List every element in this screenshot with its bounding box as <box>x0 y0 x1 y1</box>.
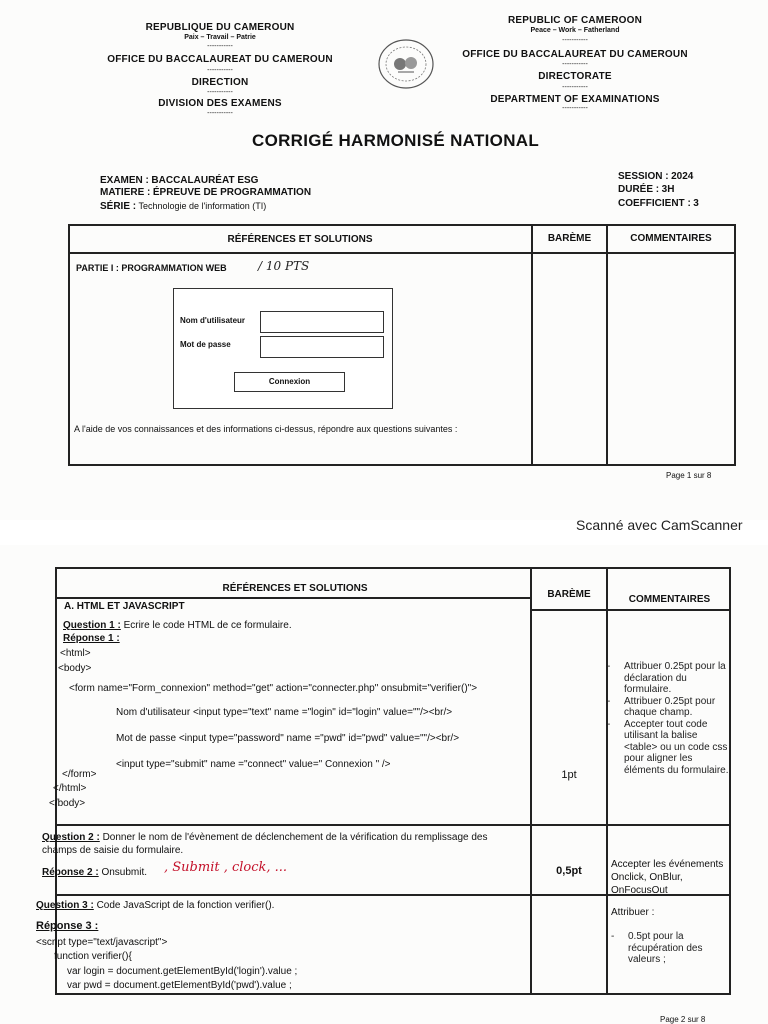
header-right-directorate: DIRECTORATE <box>538 71 612 82</box>
header-left-motto: Paix – Travail – Patrie <box>184 34 256 41</box>
exam-line: EXAMEN : BACCALAURÉAT ESG <box>100 175 259 186</box>
code-line: <input type="submit" name ="connect" value=" Connexion " /> <box>116 759 391 770</box>
code-line: </html> <box>53 783 87 794</box>
header-left-country: REPUBLIQUE DU CAMEROUN <box>145 22 295 33</box>
header-right-country: REPUBLIC OF CAMEROON <box>508 15 642 26</box>
coefficient-line: COEFFICIENT : 3 <box>618 198 699 209</box>
page-number: Page 1 sur 8 <box>666 471 712 480</box>
header-right-division: DEPARTMENT OF EXAMINATIONS <box>490 94 660 105</box>
column-divider <box>531 224 533 466</box>
seal-logo <box>376 38 436 90</box>
separator: ----------- <box>562 105 588 112</box>
camscanner-mark: Scanné avec CamScanner <box>576 517 743 533</box>
column-divider <box>606 567 608 995</box>
column-header-solutions: RÉFÉRENCES ET SOLUTIONS <box>222 583 368 594</box>
separator: ----------- <box>207 110 233 117</box>
separator: ----------- <box>562 84 588 91</box>
username-label: Nom d'utilisateur <box>180 316 246 325</box>
column-header-comments: COMMENTAIRES <box>630 233 712 244</box>
column-header-bareme: BARÈME <box>547 589 591 600</box>
connexion-button: Connexion <box>234 372 345 392</box>
username-input <box>260 311 384 333</box>
question-1: Question 1 : Ecrire le code HTML de ce formulaire. <box>63 620 292 631</box>
code-line: var login = document.getElementById('login').value ; <box>67 966 298 977</box>
q1-points: 1pt <box>561 769 577 781</box>
session-line: SESSION : 2024 <box>618 171 694 182</box>
code-line: var pwd = document.getElementById('pwd').value ; <box>67 980 292 991</box>
code-line: <script type="text/javascript"> <box>36 937 168 948</box>
subject-line: MATIERE : ÉPREUVE DE PROGRAMMATION <box>100 187 312 198</box>
table-header-divider <box>55 597 531 599</box>
comment-item: - 0.5pt pour la récupération des valeurs ; <box>611 931 729 966</box>
page-2 <box>0 545 768 1024</box>
page-number: Page 2 sur 8 <box>660 1015 706 1024</box>
comment-item: - Attribuer 0.25pt pour chaque champ. <box>607 696 731 719</box>
code-line: </form> <box>62 769 97 780</box>
code-line: function verifier(){ <box>54 951 132 962</box>
q1-comments <box>607 661 731 776</box>
q2-points: 0,5pt <box>556 865 582 877</box>
q2-comments: Accepter les événements Onclick, OnBlur, OnFocusOut <box>611 859 724 896</box>
column-divider <box>606 224 608 466</box>
code-line: Mot de passe <input type="password" name ="pwd" id="pwd" value=""/><br/> <box>116 733 460 744</box>
series-line: SÉRIE : Technologie de l'information (TI) <box>100 201 267 212</box>
header-right-office: OFFICE DU BACCALAUREAT DU CAMEROUN <box>462 49 688 60</box>
header-left-office: OFFICE DU BACCALAUREAT DU CAMEROUN <box>107 54 333 65</box>
password-input <box>260 336 384 358</box>
answer-2: Réponse 2 : Onsubmit. <box>42 867 148 878</box>
column-header-bareme: BARÈME <box>547 233 592 244</box>
column-divider <box>530 567 532 995</box>
separator: ----------- <box>562 37 588 44</box>
question-2: Question 2 : Donner le nom de l'évènement de déclenchement de la vérification du remplissage des champs de saisie du formulaire. <box>42 832 488 856</box>
answer-3-label: Réponse 3 : <box>36 920 99 932</box>
header-left-directorate: DIRECTION <box>191 77 249 88</box>
answer-1-label: Réponse 1 : <box>63 633 120 644</box>
q3-comments <box>611 931 729 966</box>
column-header-solutions: RÉFÉRENCES ET SOLUTIONS <box>227 234 373 245</box>
handwritten-answer: , Submit , clock, ... <box>164 860 288 875</box>
part-title: PARTIE I : PROGRAMMATION WEB <box>76 263 227 273</box>
separator: ----------- <box>207 67 233 74</box>
duration-line: DURÉE : 3H <box>618 184 675 195</box>
q3-comment-title: Attribuer : <box>611 907 655 918</box>
header-left-division: DIVISION DES EXAMENS <box>158 98 282 109</box>
code-line: </body> <box>49 798 86 809</box>
separator: ----------- <box>207 89 233 96</box>
row-divider <box>55 824 731 826</box>
code-line: <html> <box>60 648 91 659</box>
handwritten-note: / 10 PTS <box>258 259 310 273</box>
comment-item: - Accepter tout code utilisant la balise <table> ou un code css pour aligner les éléments du formulaire. <box>607 719 731 777</box>
column-header-comments: COMMENTAIRES <box>628 594 711 605</box>
code-line: Nom d'utilisateur <input type="text" name ="login" id="login" value=""/><br/> <box>116 707 453 718</box>
comment-item: - Attribuer 0.25pt pour la déclaration du formulaire. <box>607 661 731 696</box>
separator: ----------- <box>207 43 233 50</box>
code-line: <form name="Form_connexion" method="get" action="connecter.php" onsubmit="verifier()"> <box>69 683 478 694</box>
document-title: CORRIGÉ HARMONISÉ NATIONAL <box>252 131 540 150</box>
header-right-motto: Peace – Work – Fatherland <box>530 27 620 34</box>
table-header-divider <box>68 252 736 254</box>
instruction-text: A l'aide de vos connaissances et des informations ci-dessus, répondre aux questions suivantes : <box>74 424 458 434</box>
table-header-divider <box>530 609 731 611</box>
question-3: Question 3 : Code JavaScript de la fonction verifier(). <box>36 900 275 911</box>
section-title: A. HTML ET JAVASCRIPT <box>64 601 185 612</box>
separator: ----------- <box>562 61 588 68</box>
code-line: <body> <box>58 663 92 674</box>
password-label: Mot de passe <box>180 340 231 349</box>
